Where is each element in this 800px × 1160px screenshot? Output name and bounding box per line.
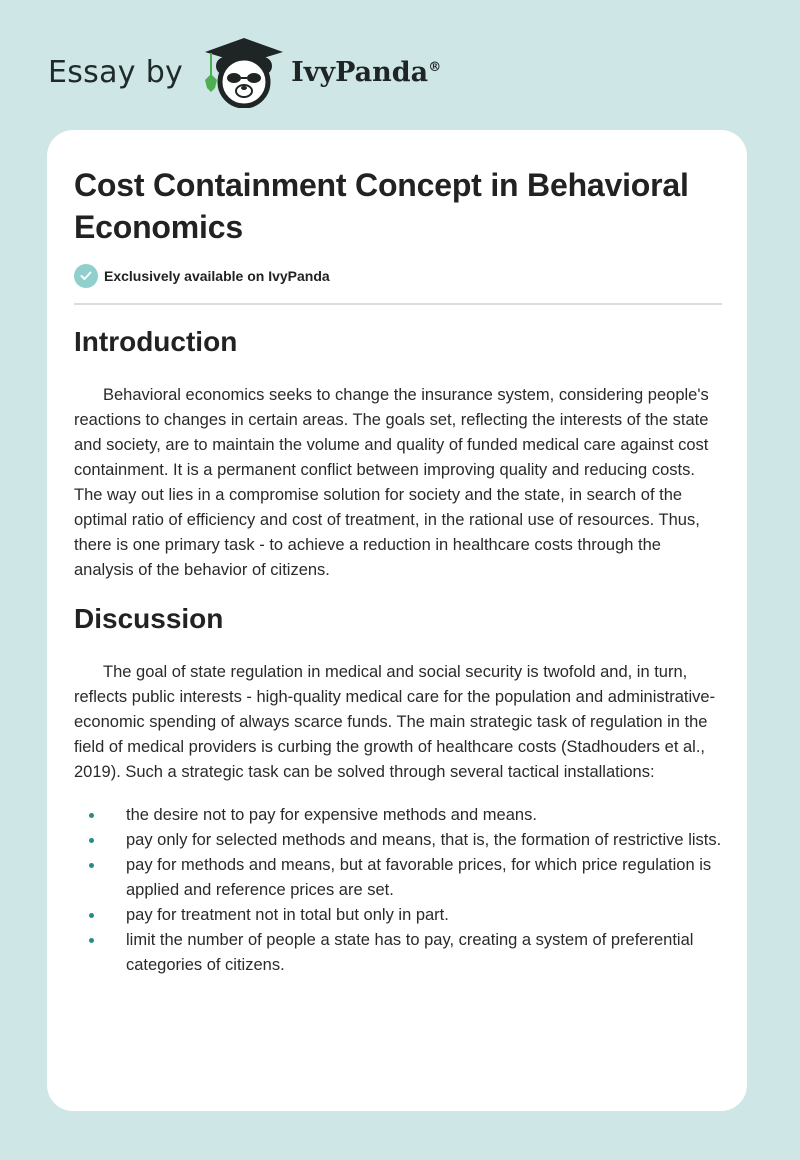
essay-card — [47, 130, 747, 1111]
discussion-paragraph: The goal of state regulation in medical and social security is twofold and, in turn, reflects public interests - high-quality medical care for the population and administrative-economic spending of always scarce funds. The main strategic task of regulation in the field of medical providers is curbing the growth of healthcare costs (Stadhouders et al., 2019). Such a strategic task can be solved through several tactical installations: — [74, 663, 716, 781]
panda-graduate-icon — [201, 36, 287, 108]
tactics-list — [74, 803, 722, 978]
exclusive-badge — [74, 264, 330, 288]
list-item: pay for treatment not in total but only in part. — [74, 903, 722, 928]
list-item: limit the number of people a state has to pay, creating a system of preferential categories of citizens. — [74, 928, 722, 978]
bullet-icon — [89, 813, 94, 818]
section-heading-introduction: Introduction — [74, 326, 238, 357]
site-header — [48, 36, 441, 108]
check-circle-icon — [74, 264, 98, 288]
list-item: pay only for selected methods and means, that is, the formation of restrictive lists. — [74, 828, 722, 853]
brand-name: IvyPanda® — [291, 56, 442, 88]
bullet-icon — [89, 938, 94, 943]
list-item: pay for methods and means, but at favorable prices, for which price regulation is applied and reference prices are set. — [74, 853, 722, 903]
introduction-paragraph: Behavioral economics seeks to change the insurance system, considering people's reactions to changes in certain areas. The goals set, reflecting the interests of the state and society, are to maintain the volume and quality of funded medical care against cost containment. It is a permanent conflict between improving quality and reducing costs. The way out lies in a compromise solution for society and the state, in search of the optimal ratio of efficiency and cost of treatment, in the rational use of resources. Thus, there is one primary task - to achieve a reduction in healthcare costs through the analysis of the behavior of citizens. — [74, 386, 709, 579]
page-title: Cost Containment Concept in Behavioral Economics — [74, 167, 689, 245]
section-heading-discussion: Discussion — [74, 603, 224, 634]
divider — [74, 303, 722, 305]
bullet-icon — [89, 913, 94, 918]
essay-by-label: Essay by — [48, 54, 184, 90]
ivypanda-logo[interactable] — [201, 36, 441, 108]
bullet-icon — [89, 838, 94, 843]
list-item: the desire not to pay for expensive methods and means. — [74, 803, 722, 828]
bullet-icon — [89, 863, 94, 868]
exclusive-badge-text: Exclusively available on IvyPanda — [104, 268, 330, 284]
